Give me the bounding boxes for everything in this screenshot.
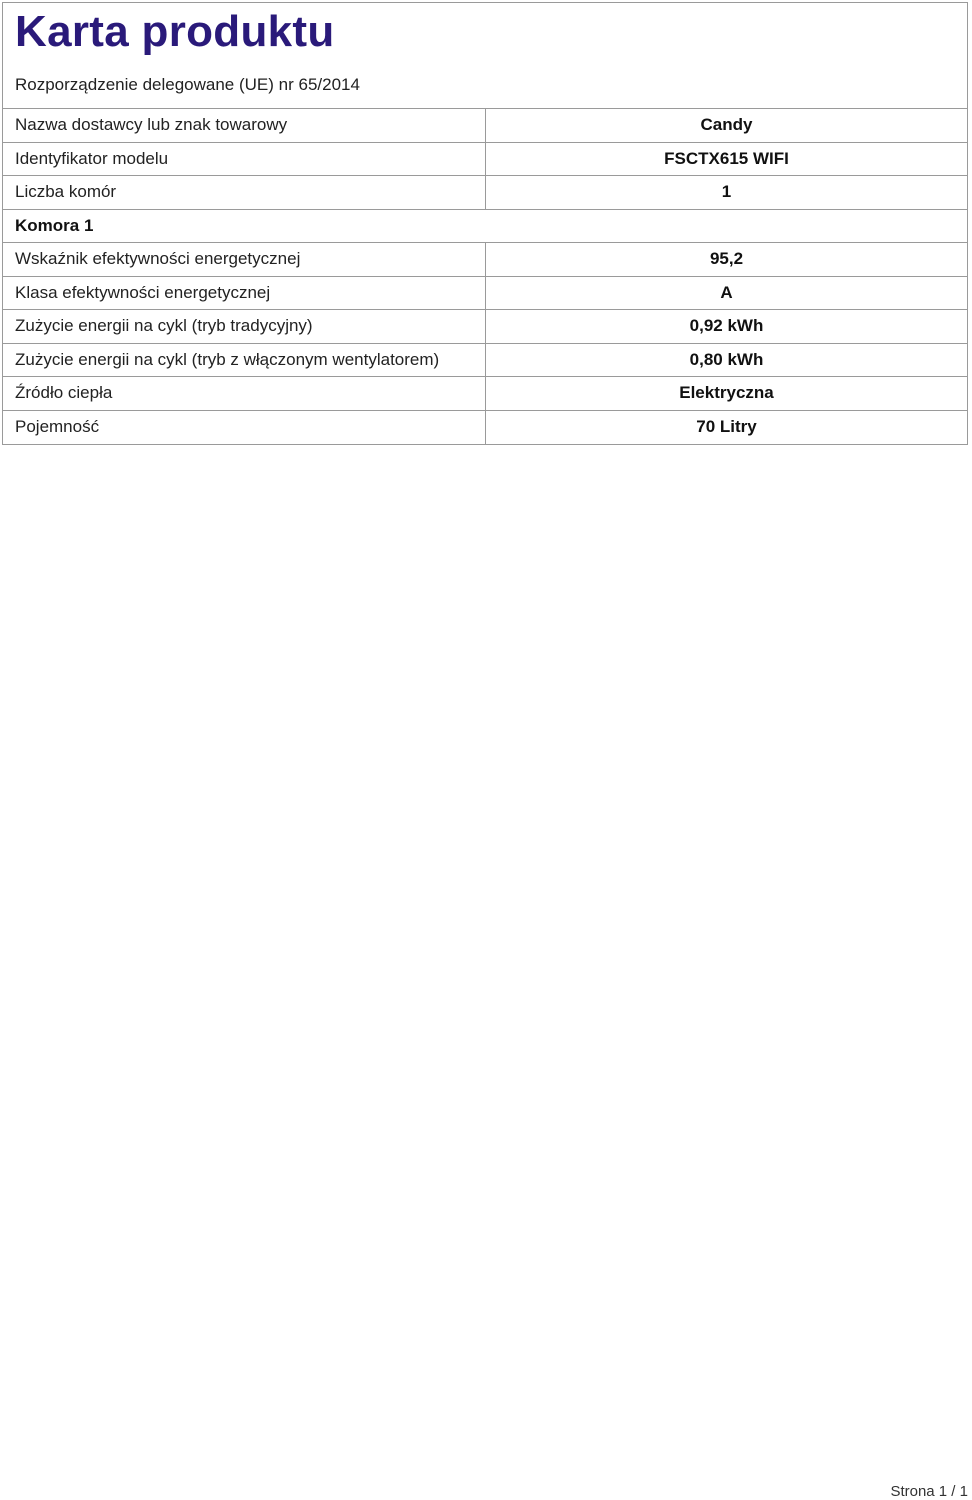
row-value: 1 — [721, 182, 732, 202]
row-value: 95,2 — [709, 249, 744, 269]
row-label: Liczba komór — [3, 176, 486, 209]
header-block — [3, 3, 967, 109]
table-row-energy-conventional — [3, 310, 967, 344]
table-row-efficiency-index — [3, 243, 967, 277]
product-sheet — [2, 2, 968, 445]
row-label: Klasa efektywności energetycznej — [3, 277, 486, 310]
row-value: FSCTX615 WIFI — [664, 148, 789, 168]
section-row-cavity-1 — [3, 210, 967, 244]
table-row-cavities — [3, 176, 967, 210]
page-title: Karta produktu — [15, 7, 335, 56]
row-label: Wskaźnik efektywności energetycznej — [3, 243, 486, 276]
row-label: Pojemność — [3, 411, 486, 445]
table-row-efficiency-class — [3, 277, 967, 311]
table-row-capacity — [3, 411, 967, 445]
row-value: 70 Litry — [696, 417, 757, 437]
section-heading: Komora 1 — [15, 215, 94, 235]
regulation-reference: Rozporządzenie delegowane (UE) nr 65/2014 — [15, 75, 360, 94]
row-value: 0,80 kWh — [689, 349, 764, 369]
row-label: Nazwa dostawcy lub znak towarowy — [3, 109, 486, 142]
row-label: Źródło ciepła — [3, 377, 486, 410]
row-label: Zużycie energii na cykl (tryb z włączonym wentylatorem) — [3, 344, 486, 377]
row-value: Candy — [700, 115, 753, 135]
row-value: 0,92 kWh — [689, 316, 764, 336]
row-label: Identyfikator modelu — [3, 143, 486, 176]
page-number: Strona 1 / 1 — [890, 1483, 968, 1500]
table-row-energy-fan — [3, 344, 967, 378]
table-row-model — [3, 143, 967, 177]
row-value: Elektryczna — [679, 383, 774, 403]
table-row-supplier — [3, 109, 967, 143]
table-row-heat-source — [3, 377, 967, 411]
row-value: A — [720, 282, 733, 302]
row-label: Zużycie energii na cykl (tryb tradycyjny) — [3, 310, 486, 343]
